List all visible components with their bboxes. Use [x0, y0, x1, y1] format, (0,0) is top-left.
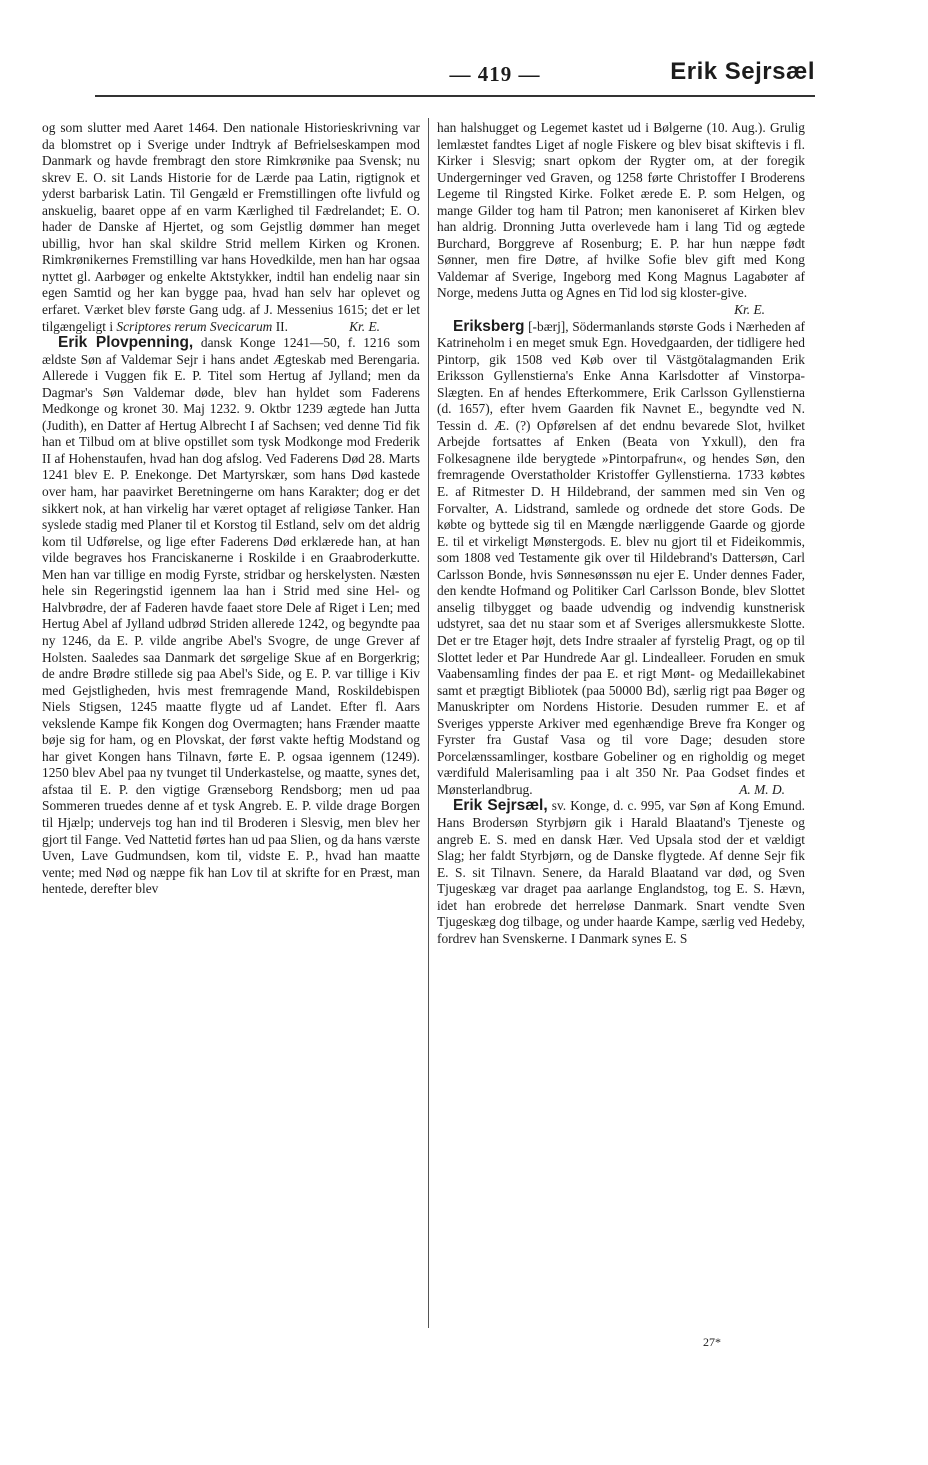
- entry-continuation: [437, 120, 805, 318]
- page-number: — 419 —: [449, 62, 541, 86]
- headword: Erik Sejrsæl,: [453, 797, 548, 815]
- author-signature: Kr. E.: [349, 318, 380, 334]
- left-column: [42, 120, 420, 898]
- entry-text: [-bærj], Södermanlands største Gods i Nærheden af Katrineholm i en meget smuk Egn. Hovedgaarden, der tidligere hed Pintorp, gik 1508 ved Køb over til Västgötalagmanden Erik Eriksson Gyllenstierna's Enke Anna Karlsdotter af Vinstorpa-Slægten. En af hendes Efterkommere, Erik Carlsson Gyllenstierna (d. 1657), efter hvem Gaarden fik Navnet E., begyndte ved N. Tessin d. Æ. (?) Opførelsen af det endnu bevarede Slot, hvilket Arbejde fortsattes af Enken (Beata von Yxkull), den fra Folkesagnene ilde berygtede »Pintorpafrun«, og hendes Søn, den fremragende Overstatholder Kristoffer Gyllenstierna. 1733 købtes E. af Ritmester D. H Hildebrand, der sammen med sin Ven og Forvalter, A. Lidstrand, samlede og ordnede det store Gods. De købte og byttede sig til en Mængde nærliggende Gaarde og gjorde E. til et virkeligt Mønstergods. E. blev nu gjort til et Fideikommis, som 1808 ved Testamente gik over til Hildebrand's Dattersøn, Carl Carlsson Bonde, hvis Sønnesønssøn nu ejer E. Under dennes Fader, den kendte Hofmand og Politiker Carl Carlsson Bonde, blev Slottet anselig tilbygget og baade udvendig og indvendig kunstnerisk udstyret, saa det nu staar som et af Sveriges allersmukkeste Slotte. Det er tre Etager højt, dets Indre straaler af fyrstelig Pragt, og op til Slottet leder et Par Hundrede Aar gl. Lindealleer. Foruden en smuk Vaabensamling findes der paa E. et rigt Mønt- og Medaillekabinet samt et prægtigt Bibliotek (paa 50000 Bd), særlig rigt paa Bøger og Manuskripter om Nordens Historie. Desuden rummer E. et af Sveriges ypperste Arkiver med egenhændige Breve fra Konger og Fyrster fra Gustaf Vasa og til vore Dage; desuden store Porcelænssamlinger, kostbare Gobeliner og en righoldig og meget værdifuld Malerisamling paa i alt 350 Nr. Paa Godset findes et Mønsterlandbrug.: [437, 318, 805, 797]
- header-rule: [95, 95, 815, 97]
- printer-signature-mark: 27*: [703, 1335, 721, 1349]
- author-signature: A. M. D.: [739, 781, 785, 797]
- author-signature: Kr. E.: [734, 302, 765, 318]
- running-head: Erik Sejrsæl: [670, 58, 815, 85]
- entry-eriksberg: [437, 319, 805, 799]
- entry-text: sv. Konge, d. c. 995, var Søn af Kong Emund. Hans Brodersøn Styrbjørn gik i Harald Blaatand's Tjeneste og angreb E. S. med en dansk Hær. Ved Upsala stod der et vældigt Slag; her faldt Styrbjørn, og de Danske flygtede. Af denne Sejr fik E. S. sit Tilnavn. Senere, da Harald Blaatand var død, og Sven Tjugeskæg var draget paa aarlange Englandstog, tog E. S. Hævn, idet han erobrede det herreløse Danmark. Snart vendte Sven Tjugeskæg dog tilbage, og under haarde Kampe, særlig ved Hedeby, fordrev han Svenskerne. I Danmark synes E. S: [437, 798, 805, 946]
- entry-text: han halshugget og Legemet kastet ud i Bølgerne (10. Aug.). Grulig lemlæstet fandtes Liget af nogle Fiskere og blev bisat skiftevis i fl. Kirker i Slesvig; snart opkom der Rygter om, at der foregik Undergerninger ved Graven, og 1258 førte Christoffer I Broderens Legeme til Ringsted Kirke. Folket ærede E. P. som Helgen, og mange Gilder tog ham til Patron; men kanoniseret af Kirken blev han aldrig. Dronning Jutta overlevede ham i lang Tid og ægtede Burchard, Borggreve af Rosenburg; E. P. har hun næppe født Sønner, men fire Døtre, af hvilke Sofie blev gift med Kong Valdemar af Sverige, Ingeborg med Kong Magnus Lagabøter af Norge, medens Jutta og Agnes en Tid lod sig kloster-give.: [437, 120, 805, 301]
- entry-erik-sejrsael: [437, 798, 805, 947]
- entry-erik-plovpenning: [42, 335, 420, 898]
- right-column: [437, 120, 805, 947]
- entry-text: dansk Konge 1241—50, f. 1216 som ældste Søn af Valdemar Sejr i hans andet Ægteskab med Berengaria. Allerede i Vuggen fik E. P. Titel som Hertug af Jylland; men da Dagmar's Søn Valdemar døde, blev han hyldet som Faderens Medkonge og kronet 30. Maj 1232. 9. Oktbr 1239 ægtede han Jutta (Judith), en Datter af Hertug Albrecht I af Sachsen; ved denne Tid fik han et Tilbud om at blive opstillet som tysk Modkonge mod Frederik II af Hohenstaufen, hvad han dog afslog. Ved Faderens Død 28. Marts 1241 blev E. P. Enekonge. Det Martyrskær, som hans Død kastede over ham, har paavirket Beretningerne om hans Karakter; dog er det sikkert nok, at han virkelig har været optaget af religiøse Tanker. Han syslede stadig med Planer til et Korstog til Estland, selv om det aldrig kom til Udførelse, og lige efter Faderens Død erklærede han, at han vilde begraves hos Franciskanerne i Roskilde i en Graabroderkutte. Men han var tillige en modig Fyrste, stridbar og herskelysten. Næsten hele sin Regeringstid igennem laa han i Strid med sine Hel- og Halvbrødre, der af Faderen havde faaet store Dele af Riget i Len; med Hertug Abel af Jylland udbrød Striden allerede 1242, og begyndte paa ny 1246, da E. P. vilde angribe Abel's Svogre, de unge Grever af Holsten. Saaledes saa Danmark det sørgelige Skue af en Borgerkrig; de andre Brødre stillede sig paa Abel's Side, og E. P. var tillige i Kiv med Gejstligheden, hvis mest fremragende Mand, Roskildebispen Niels Stigsen, 1245 maatte flygte ud af Landet. Efter fl. Aars vekslende Kampe fik Kongen dog Overmagten; hans Frænder maatte bøje sig for ham, og en Plovskat, der først vakte heftig Modstand og har givet Kongen hans Tilnavn, førte E. P. ogsaa igennem (1249). 1250 blev Abel paa ny tvunget til Underkastelse, og maatte, synes det, afstaa til E. P. den vigtige Grænseborg Rendsborg; men ud paa Sommeren truedes denne af et tysk Angreb. E. P. vilde drage Borgen til Hjælp; undervejs tog han ind til Broderen i Slesvig, men blev her gjort til Fange. Ved Nattetid førtes han ud paa Slien, og da hans værste Uven, Lave Gudmundsen, kom til, vidste E. P., hvad han maatte vente; med Nød og næppe fik han Lov til at skrifte for en Præst, man hentede, derefter blev: [42, 335, 420, 897]
- column-divider: [428, 118, 429, 1328]
- headword: Eriksberg: [453, 317, 525, 335]
- entry-text: og som slutter med Aaret 1464. Den nationale Historieskrivning var da blomstret op i Sverige under Indtryk af Befrielseskampen mod Danmark og havde frembragt den store Rimkrønike paa Svensk; nu skrev E. O. sit Lands Historie for de Lærde paa Latin, rigtignok et yderst barbarisk Latin. Til Gengæld er Fremstillingen ofte livfuld og anskuelig, baaret oppe af en varm Kærlighed til Fædrelandet; E. O. hader de Danske af Hjertet, og som Gejstlig dømmer han meget ubillig, hvor han skal skildre Strid mellem Kirken og Kronen. Rimkrønikernes Fremstilling var hans Hovedkilde, men han har ogsaa nyttet gl. Aarbøger og enkelte Aktstykker, indtil han endelig naar sin egen Samtid og her kan bygge paa, hvad han selv har oplevet og erfaret. Værket blev første Gang udg. af J. Messenius 1615; det er let tilgængeligt i: [42, 120, 420, 334]
- headword: Erik Plovpenning,: [58, 334, 194, 352]
- entry-text-tail: II.: [272, 318, 288, 334]
- page-header: [95, 58, 815, 94]
- work-title: Scriptores rerum Svecicarum: [116, 318, 273, 334]
- entry-continuation: [42, 120, 420, 335]
